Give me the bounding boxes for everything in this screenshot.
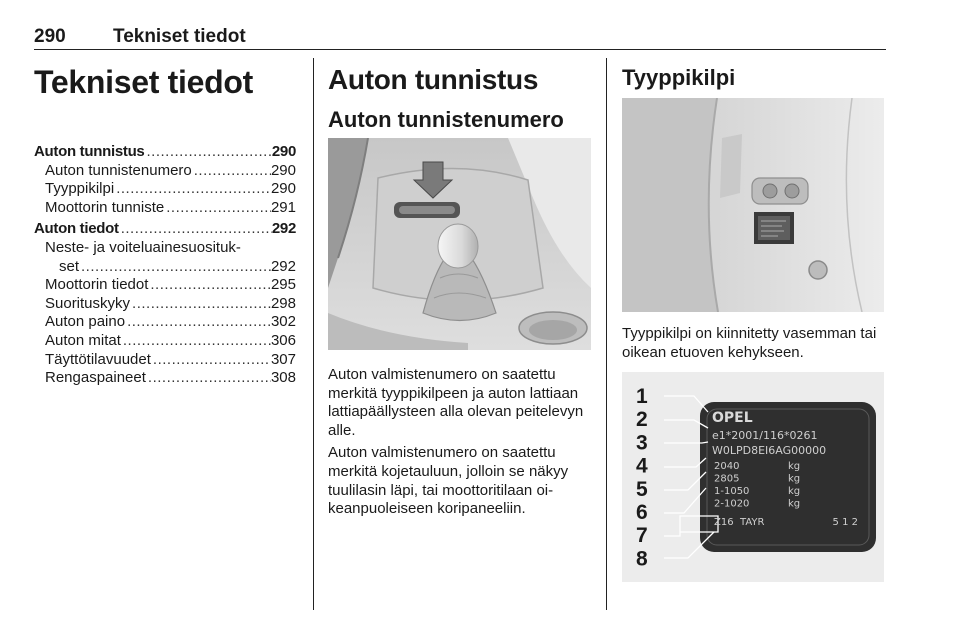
toc-leader-dots [164, 199, 271, 218]
column-divider-1 [313, 58, 314, 610]
table-of-contents [34, 143, 296, 388]
toc-entry-page: 307 [270, 350, 296, 368]
plate-approval-number: e1*2001/116*0261 [712, 429, 818, 442]
vin-paragraph-1: Auton valmistenumero on saatettu merkitä tyyppikilpeen ja auton lattiaan lattiapäällysteen alla olevan peitelevyn alle. [328, 366, 584, 439]
running-header: Tekniset tiedot [113, 26, 246, 47]
type-plate-paragraph: Tyyppikilpi on kiinnitetty vasemman tai oikean etuoven kehykseen. [622, 325, 877, 361]
toc-entry[interactable] [34, 220, 296, 239]
toc-entry-label: Moottorin tunniste [45, 198, 165, 216]
toc-entry-label: Moottorin tiedot [45, 276, 149, 294]
type-plate-text [622, 325, 884, 366]
toc-entry[interactable] [34, 332, 296, 351]
plate-weight-value: 2805 [714, 473, 740, 485]
plate-weight-value: 2040 [714, 461, 740, 472]
toc-leader-dots [130, 295, 271, 314]
plate-vin: W0LPD8EI6AG00000 [712, 444, 827, 457]
toc-entry-page: 290 [270, 161, 296, 179]
toc-entry-label: Auton mitat [45, 331, 121, 349]
toc-entry[interactable] [34, 143, 296, 162]
subsection-title: Auton tunnistenumero [328, 107, 564, 132]
toc-leader-dots [79, 258, 271, 277]
toc-entry[interactable] [34, 199, 296, 218]
toc-entry-label: Auton paino [45, 313, 126, 331]
vin-text [328, 366, 596, 523]
type-plate-diagram [622, 372, 884, 582]
toc-entry-label: Rengaspaineet [45, 369, 146, 387]
toc-entry-label: Neste- ja voiteluainesuosituk- [45, 238, 241, 256]
toc-leader-dots [119, 220, 272, 239]
toc-entry-label: Suorituskyky [45, 294, 131, 312]
toc-entry[interactable] [34, 258, 296, 277]
toc-entry-label: Täyttötilavuudet [45, 350, 151, 368]
toc-entry-page: 302 [270, 313, 296, 331]
chapter-title: Tekniset tiedot [34, 64, 253, 100]
toc-entry[interactable] [34, 351, 296, 370]
toc-entry-page: 308 [270, 369, 296, 387]
column-divider-2 [606, 58, 607, 610]
vin-location-photo [328, 138, 591, 350]
toc-leader-dots [121, 332, 271, 351]
plate-weight-unit: kg [788, 486, 801, 497]
plate-callout-number: 6 [636, 501, 648, 524]
toc-entry-label: Auton tunnistenumero [45, 161, 192, 179]
page-number: 290 [34, 26, 66, 47]
toc-entry[interactable] [34, 369, 296, 388]
plate-weight-unit: kg [788, 461, 801, 472]
plate-weight-value: 2-1020 [714, 498, 750, 510]
toc-entry-page: 290 [270, 180, 296, 198]
plate-brand: OPEL [712, 410, 753, 426]
toc-entry-page: 306 [270, 331, 296, 349]
plate-callout-number: 4 [636, 454, 648, 478]
toc-entry-label: Auton tiedot [34, 220, 119, 238]
toc-leader-dots [148, 276, 271, 295]
type-plate-title: Tyyppikilpi [622, 65, 736, 90]
toc-entry-page: 292 [270, 257, 296, 275]
plate-weight-value: 1-1050 [714, 486, 750, 497]
toc-leader-dots [151, 351, 271, 370]
toc-entry[interactable] [34, 313, 296, 332]
plate-callout-number: 5 [636, 477, 648, 501]
toc-entry-page: 290 [271, 143, 296, 160]
toc-entry[interactable] [34, 239, 296, 258]
toc-entry-label: Tyyppikilpi [45, 180, 115, 198]
plate-code-mid: TAYR [740, 517, 765, 528]
toc-entry[interactable] [34, 180, 296, 199]
toc-entry[interactable] [34, 276, 296, 295]
plate-weight-unit: kg [788, 498, 801, 510]
toc-entry-label: set [59, 257, 80, 275]
toc-leader-dots [144, 143, 271, 162]
toc-entry-page: 291 [270, 198, 296, 216]
plate-code-right: 5 1 2 [832, 517, 858, 528]
toc-entry-page: 292 [271, 220, 296, 238]
toc-leader-dots [114, 180, 271, 199]
plate-callout-number: 2 [636, 408, 648, 432]
section-title: Auton tunnistus [328, 64, 539, 95]
toc-entry[interactable] [34, 162, 296, 181]
door-frame-photo [622, 98, 884, 312]
plate-weight-unit: kg [788, 473, 801, 485]
plate-callout-number: 8 [636, 547, 648, 571]
plate-code-left: Z16 [714, 517, 734, 528]
toc-leader-dots [192, 162, 271, 181]
plate-callout-number: 3 [636, 431, 648, 455]
toc-leader-dots [146, 369, 271, 388]
plate-callout-number: 1 [636, 385, 648, 408]
toc-entry-page: 298 [270, 294, 296, 312]
toc-entry-page: 295 [270, 276, 296, 294]
toc-entry[interactable] [34, 295, 296, 314]
vin-paragraph-2: Auton valmistenumero on saatettu merkitä kojetauluun, jolloin se näkyy tuulilasin läpi, tai moottoritilaan oikeanpuoleiseen koripaneeliin. [328, 444, 569, 518]
toc-entry-label: Auton tunnistus [34, 143, 145, 160]
toc-leader-dots [125, 313, 271, 332]
header-rule [34, 49, 886, 50]
plate-callout-number: 7 [636, 524, 648, 548]
